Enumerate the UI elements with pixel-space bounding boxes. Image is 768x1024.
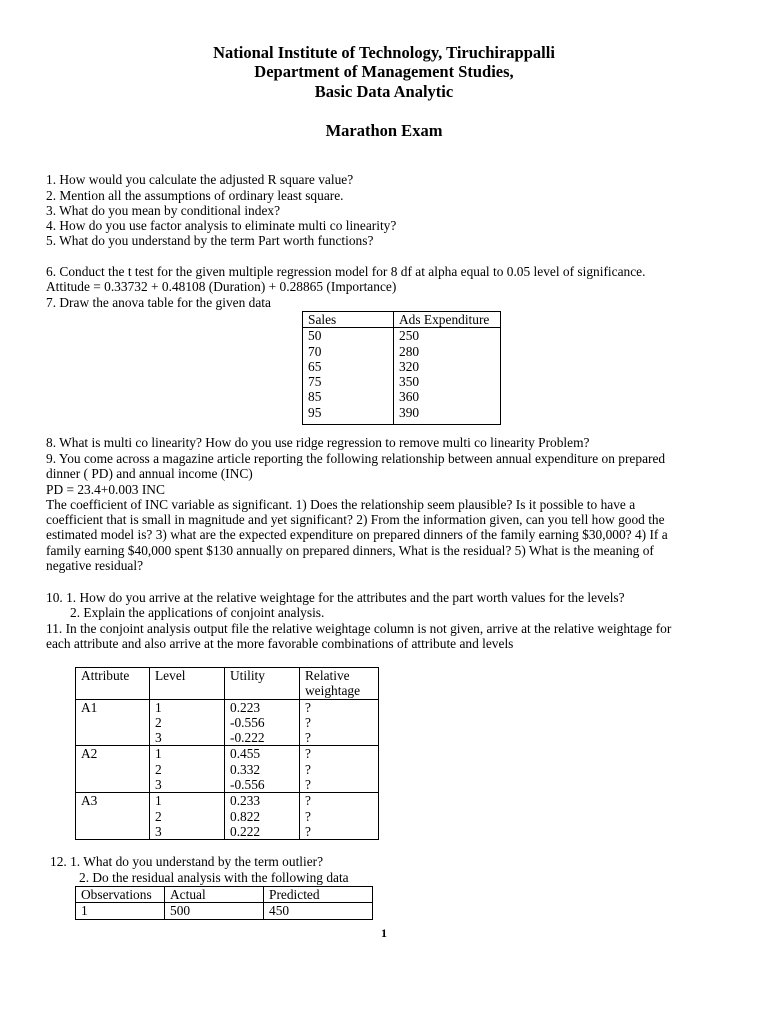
sales-ads-table	[302, 311, 501, 425]
attribute-cell: A3	[76, 793, 150, 840]
question-9-line: negative residual?	[46, 558, 144, 573]
page-number: 1	[381, 926, 387, 940]
table-header-row	[303, 312, 501, 328]
question-10-part-1: 10. 1. How do you arrive at the relative weightage for the attributes and the part worth values for the levels?	[46, 590, 625, 605]
question-6-equation: Attitude = 0.33732 + 0.48108 (Duration) + 0.28865 (Importance)	[46, 279, 397, 294]
table-cell: 280	[399, 343, 420, 359]
question-9-line: The coefficient of INC variable as significant. 1) Does the relationship seem plausible? Is it possible to have a	[46, 497, 636, 512]
question-2: 2. Mention all the assumptions of ordinary least square.	[46, 188, 344, 203]
table-row	[76, 746, 379, 793]
institute-title: National Institute of Technology, Tiruchirappalli	[213, 43, 555, 62]
question-9-line: coefficient that is small in magnitude and yet significant? 2) From the information given, can you tell how good the	[46, 512, 665, 527]
question-4: 4. How do you use factor analysis to eliminate multi co linearity?	[46, 218, 397, 233]
table-cell: 70	[308, 343, 322, 359]
table-header-predicted: Predicted	[264, 887, 373, 903]
question-9-line: PD = 23.4+0.003 INC	[46, 482, 165, 497]
table-header-attribute: Attribute	[76, 668, 150, 700]
table-row	[76, 793, 379, 840]
ads-column	[394, 328, 501, 425]
question-11-line: each attribute and also arrive at the more favorable combinations of attribute and levels	[46, 636, 514, 651]
weightage-cell: ? ? ?	[300, 793, 379, 840]
weightage-cell: ? ? ?	[300, 746, 379, 793]
conjoint-table	[75, 667, 379, 840]
utility-cell: 0.233 0.822 0.222	[225, 793, 300, 840]
table-cell: 250	[399, 328, 420, 344]
table-cell: 95	[308, 404, 322, 420]
table-header-sales: Sales	[303, 312, 394, 328]
course-title: Basic Data Analytic	[314, 82, 454, 101]
table-header-row	[76, 668, 379, 700]
table-cell: 1	[76, 903, 165, 919]
table-cell: 50	[308, 328, 322, 344]
table-header-row	[76, 887, 373, 903]
question-12-part-2: 2. Do the residual analysis with the following data	[79, 870, 349, 885]
question-10-part-2: 2. Explain the applications of conjoint analysis.	[70, 605, 325, 620]
table-header-level: Level	[150, 668, 225, 700]
residual-table	[75, 886, 373, 920]
weightage-cell: ? ? ?	[300, 699, 379, 746]
table-cell: 450	[264, 903, 373, 919]
level-cell: 1 2 3	[150, 793, 225, 840]
table-cell: 350	[399, 374, 420, 390]
table-cell: 85	[308, 389, 322, 405]
utility-cell: 0.455 0.332 -0.556	[225, 746, 300, 793]
table-header-observations: Observations	[76, 887, 165, 903]
question-12-part-1: 12. 1. What do you understand by the term outlier?	[50, 854, 324, 869]
attribute-cell: A1	[76, 699, 150, 746]
table-header-ads: Ads Expenditure	[394, 312, 501, 328]
table-row	[76, 699, 379, 746]
question-6: 6. Conduct the t test for the given multiple regression model for 8 df at alpha equal to 0.05 level of significance.	[46, 264, 646, 279]
table-header-actual: Actual	[165, 887, 264, 903]
table-cell: 500	[165, 903, 264, 919]
table-cell: 320	[399, 358, 420, 374]
table-header-relative-weightage: Relative weightage	[300, 668, 379, 700]
level-cell: 1 2 3	[150, 699, 225, 746]
table-cell: 75	[308, 374, 322, 390]
question-9-line: estimated model is? 3) what are the expected expenditure on prepared dinners of the family earning $30,000? 4) If a	[46, 527, 668, 542]
department-title: Department of Management Studies,	[254, 62, 514, 81]
exam-title: Marathon Exam	[325, 121, 443, 140]
question-5: 5. What do you understand by the term Part worth functions?	[46, 233, 374, 248]
question-11-line: 11. In the conjoint analysis output file the relative weightage column is not given, arrive at the relative weightage for	[46, 621, 672, 636]
question-1: 1. How would you calculate the adjusted R square value?	[46, 172, 354, 187]
question-8: 8. What is multi co linearity? How do you use ridge regression to remove multi co linearity Problem?	[46, 435, 590, 450]
level-cell: 1 2 3	[150, 746, 225, 793]
table-header-utility: Utility	[225, 668, 300, 700]
table-cell: 390	[399, 404, 420, 420]
question-9-line: family earning $40,000 spent $130 annually on prepared dinners, What is the residual? 5) What is the meaning of	[46, 543, 654, 558]
question-3: 3. What do you mean by conditional index?	[46, 203, 281, 218]
attribute-cell: A2	[76, 746, 150, 793]
table-body-row	[303, 328, 501, 425]
table-cell: 65	[308, 358, 322, 374]
question-7: 7. Draw the anova table for the given data	[46, 295, 271, 310]
table-row	[76, 903, 373, 919]
sales-column	[303, 328, 394, 425]
utility-cell: 0.223 -0.556 -0.222	[225, 699, 300, 746]
table-cell: 360	[399, 389, 420, 405]
question-9-line: dinner ( PD) and annual income (INC)	[46, 466, 253, 481]
question-9-line: 9. You come across a magazine article reporting the following relationship between annual expenditure on prepared	[46, 451, 666, 466]
